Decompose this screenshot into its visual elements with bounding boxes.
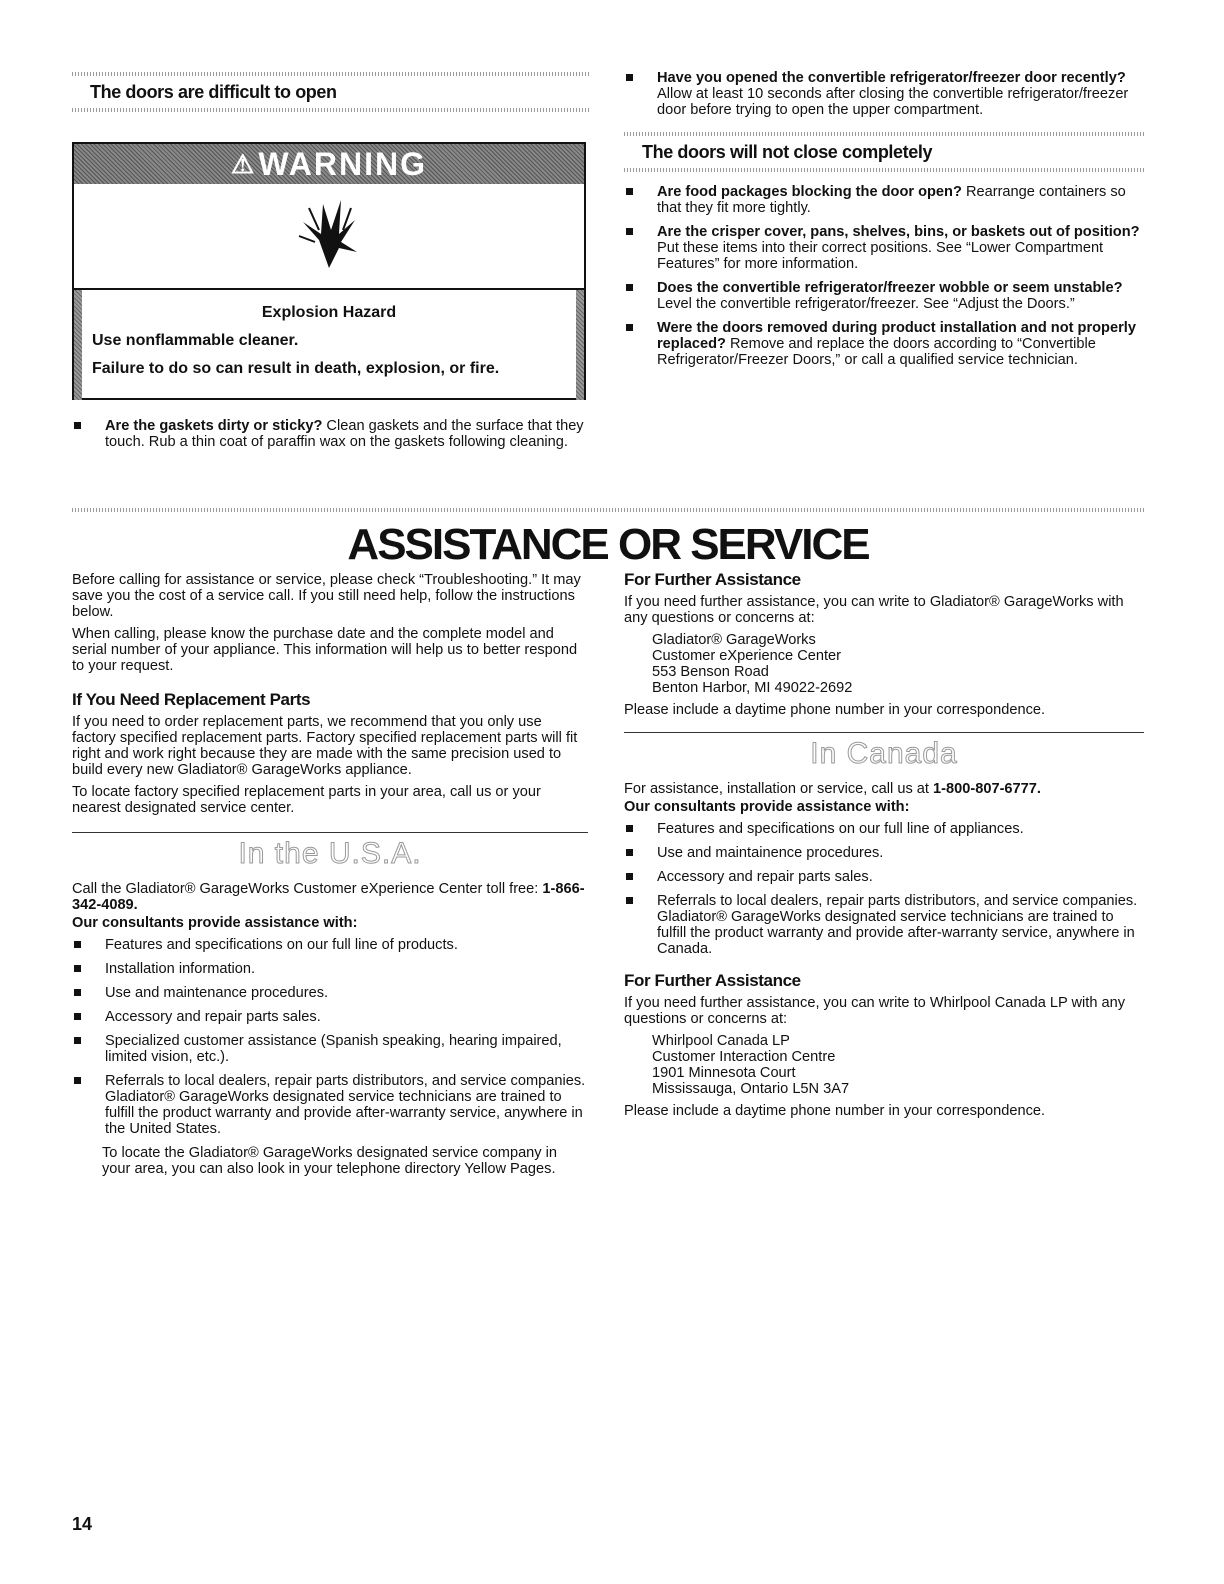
left-top-bullets (72, 418, 590, 458)
explosion-icon (74, 184, 584, 290)
right-top-section (624, 70, 1144, 376)
parts-paragraph-1: If you need to order replacement parts, we recommend that you only use factory specified replacement parts. Factory specified replacement parts will fit right and work right because they are made with the same precision used to build every new Gladiator® GarageWorks appliance. (72, 714, 578, 778)
list-item: Referrals to local dealers, repair parts distributors, and service companies. Gladiator® GarageWorks designated service technicians are trained to fulfill the product warranty and provide after-warranty service, anywhere in the United States. (72, 1073, 588, 1137)
list-item: Are the crisper cover, pans, shelves, bins, or baskets out of position? Put these items into their correct positions. See “Lower Compartment Features” for more information. (624, 224, 1144, 272)
warning-border-right (576, 290, 584, 400)
list-item: Use and maintainence procedures. (624, 845, 1144, 861)
usa-call: Call the Gladiator® GarageWorks Customer eXperience Center toll free: 1-866-342-4089. (72, 881, 585, 913)
canada-call: For assistance, installation or service, call us at 1-800-807-6777. (624, 781, 1041, 797)
dotted-rule (72, 108, 590, 112)
list-item: Have you opened the convertible refrigerator/freezer door recently? Allow at least 10 seconds after closing the convertible refrigerator/freezer door before trying to open the upper compartment. (624, 70, 1144, 118)
further-paragraph-canada: If you need further assistance, you can write to Whirlpool Canada LP with any questions or concerns at: (624, 995, 1126, 1027)
list-item: Accessory and repair parts sales. (72, 1009, 588, 1025)
intro-paragraph-2: When calling, please know the purchase date and the complete model and serial number of your appliance. This information will help us to better respond to your request. (72, 626, 578, 674)
list-item: Installation information. (72, 961, 588, 977)
list-item: Specialized customer assistance (Spanish speaking, hearing impaired, limited vision, etc.). (72, 1033, 588, 1065)
warning-triangle-icon: ⚠ (231, 148, 255, 179)
list-item: Features and specifications on our full line of products. (72, 937, 588, 953)
parts-paragraph-2: To locate factory specified replacement parts in your area, call us or your nearest designated service center. (72, 784, 541, 816)
further-assistance-title-canada: For Further Assistance (624, 971, 801, 990)
warning-banner-text: WARNING (258, 145, 427, 182)
address-line: Gladiator® GarageWorks (652, 632, 816, 648)
list-item: Are the gaskets dirty or sticky? Clean gaskets and the surface that they touch. Rub a thin coat of paraffin wax on the gaskets following cleaning. (72, 418, 590, 450)
dotted-rule (624, 168, 1144, 172)
warning-box (72, 142, 586, 400)
page-number: 14 (72, 1514, 93, 1534)
list-item: Are food packages blocking the door open? Rearrange containers so that they fit more tightly. (624, 184, 1144, 216)
address-canada (624, 1033, 1144, 1097)
list-item: Were the doors removed during product installation and not properly replaced? Remove and replace the doors according to “Convertible Refrigerator/Freezer Doors,” or call a qualified service technician. (624, 320, 1144, 368)
list-item: Features and specifications on our full line of appliances. (624, 821, 1144, 837)
warning-border-left (74, 290, 82, 400)
usa-locate: To locate the Gladiator® GarageWorks designated service company in your area, you can also look in your telephone directory Yellow Pages. (102, 1145, 558, 1177)
list-item: Use and maintenance procedures. (72, 985, 588, 1001)
divider (624, 732, 1144, 733)
canada-title: In Canada (810, 737, 958, 770)
further-assistance-title-usa: For Further Assistance (624, 570, 801, 589)
dotted-rule (72, 508, 1144, 512)
intro-paragraph-1: Before calling for assistance or service, please check “Troubleshooting.” It may save you the cost of a service call. If you still need help, follow the instructions below. (72, 572, 581, 620)
left-top-section (72, 72, 590, 112)
divider (72, 832, 588, 833)
address-usa (624, 632, 1144, 696)
canada-consultants-heading: Our consultants provide assistance with: (624, 799, 910, 815)
address-line: Benton Harbor, MI 49022-2692 (652, 680, 853, 696)
include-phone-canada: Please include a daytime phone number in your correspondence. (624, 1103, 1046, 1119)
further-paragraph-usa: If you need further assistance, you can write to Gladiator® GarageWorks with any questions or concerns at: (624, 594, 1124, 626)
address-line: Mississauga, Ontario L5N 3A7 (652, 1081, 850, 1097)
list-item: Referrals to local dealers, repair parts distributors, and service companies. Gladiator® GarageWorks designated service technicians are trained to fulfill the product warranty and provide after-warranty service, anywhere in Canada. (624, 893, 1144, 957)
address-line: Whirlpool Canada LP (652, 1033, 790, 1049)
hazard-line-1: Use nonflammable cleaner. (92, 332, 299, 349)
section-title-doors-not-close: The doors will not close completely (642, 142, 933, 162)
left-bottom-section (72, 572, 588, 1183)
warning-banner (74, 144, 584, 184)
address-line: 1901 Minnesota Court (652, 1065, 796, 1081)
main-title: ASSISTANCE OR SERVICE (347, 520, 869, 569)
section-title-doors-difficult: The doors are difficult to open (90, 82, 337, 102)
usa-title: In the U.S.A. (238, 837, 422, 870)
address-line: Customer Interaction Centre (652, 1049, 836, 1065)
list-item: Accessory and repair parts sales. (624, 869, 1144, 885)
address-line: Customer eXperience Center (652, 648, 841, 664)
include-phone-usa: Please include a daytime phone number in your correspondence. (624, 702, 1046, 718)
list-item: Does the convertible refrigerator/freezer wobble or seem unstable? Level the convertible refrigerator/freezer. See “Adjust the Doors.” (624, 280, 1144, 312)
hazard-line-2: Failure to do so can result in death, explosion, or fire. (92, 360, 500, 377)
hazard-title: Explosion Hazard (261, 304, 397, 321)
address-line: 553 Benson Road (652, 664, 769, 680)
usa-consultants-heading: Our consultants provide assistance with: (72, 915, 358, 931)
right-bottom-section (624, 570, 1144, 1125)
replacement-parts-title: If You Need Replacement Parts (72, 690, 311, 709)
